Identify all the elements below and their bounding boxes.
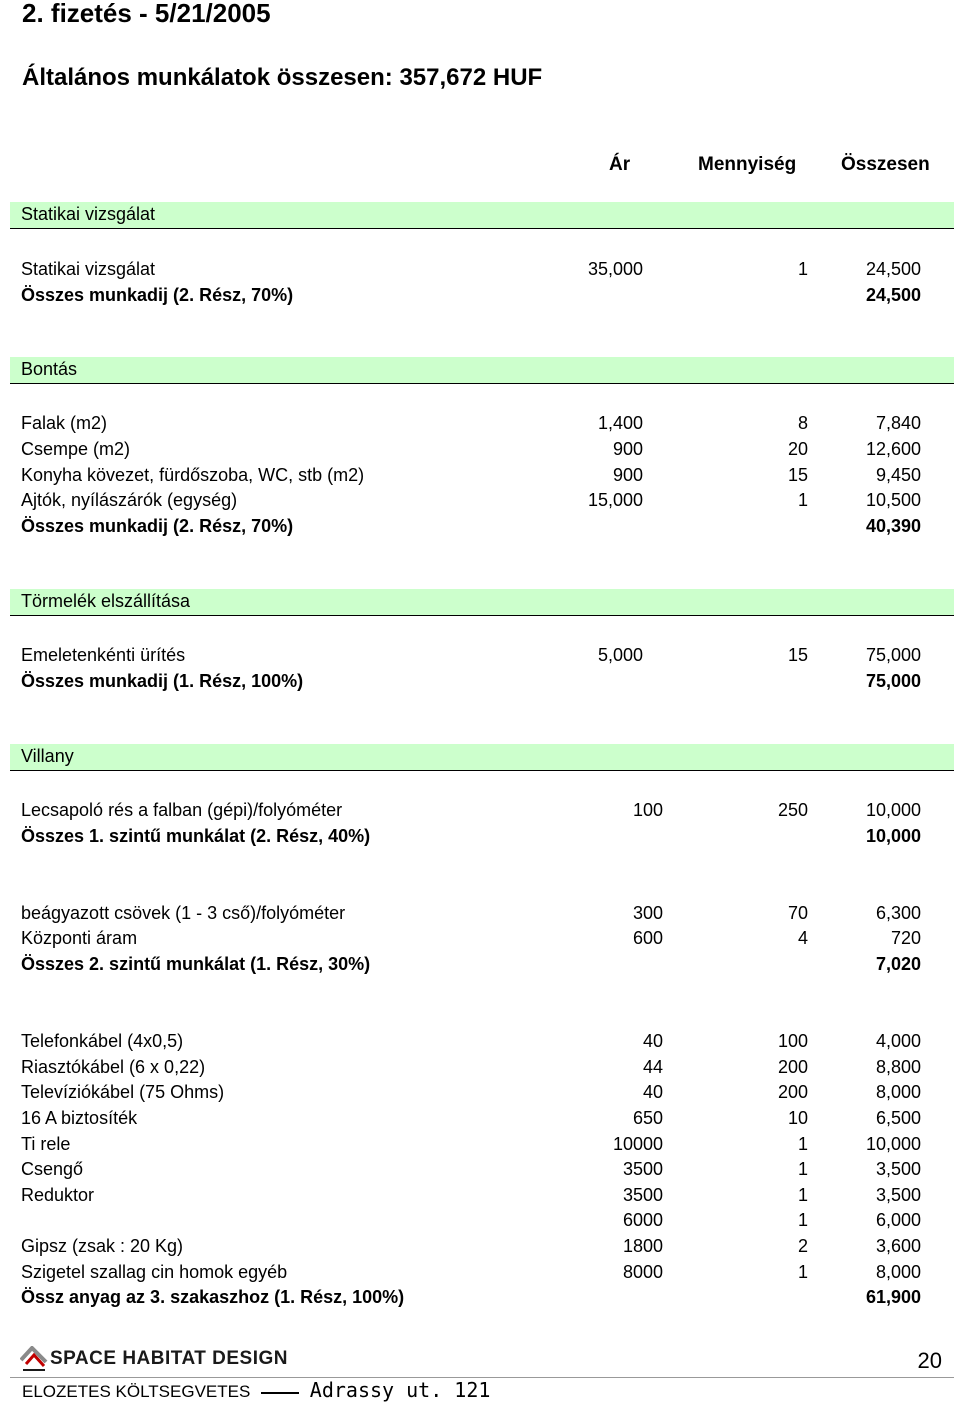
table-row: [0, 259, 960, 283]
table-row: [0, 1159, 960, 1183]
item-label: Ti rele: [21, 1134, 71, 1154]
item-label: Reduktor: [21, 1185, 95, 1205]
item-price: 3500: [622, 1159, 663, 1179]
footer-dash: [261, 1392, 299, 1394]
item-total: 10,000: [865, 800, 921, 820]
item-label: beágyazott csövek (1 - 3 cső)/folyóméter: [21, 903, 346, 923]
item-label: Ajtók, nyílászárók (egység): [21, 490, 238, 510]
table-row: [0, 928, 960, 952]
item-label: Konyha kövezet, fürdőszoba, WC, stb (m2): [21, 465, 365, 485]
section-title: Bontás: [21, 359, 78, 379]
item-label: Csempe (m2): [21, 439, 131, 459]
item-total: 10,000: [865, 1134, 921, 1154]
item-quantity: 200: [777, 1057, 808, 1077]
item-price: 40: [642, 1031, 663, 1051]
table-row: [0, 490, 960, 514]
item-quantity: 10: [787, 1108, 808, 1128]
page-title: 2. fizetés - 5/21/2005: [22, 0, 271, 28]
item-total: 12,600: [865, 439, 921, 459]
item-label: Lecsapoló rés a falban (gépi)/folyóméter: [21, 800, 343, 820]
item-quantity: 15: [787, 645, 808, 665]
item-price: 40: [642, 1082, 663, 1102]
item-label: Televíziókábel (75 Ohms): [21, 1082, 225, 1102]
table-row: [0, 1236, 960, 1260]
table-row: [0, 413, 960, 437]
column-header-total: Összesen: [841, 154, 930, 175]
footer-subtitle: ELOZETES KÖLTSEGVETES: [22, 1382, 251, 1401]
footer-address: Adrassy ut. 121: [309, 1378, 491, 1402]
table-row: [0, 1262, 960, 1286]
item-total: 75,000: [865, 645, 921, 665]
item-total: 4,000: [875, 1031, 921, 1051]
table-row: [0, 903, 960, 927]
summary-total: 61,900: [865, 1287, 921, 1307]
item-price: 600: [632, 928, 663, 948]
summary-total: 7,020: [875, 954, 921, 974]
item-total: 720: [890, 928, 921, 948]
item-quantity: 20: [787, 439, 808, 459]
item-price: 300: [632, 903, 663, 923]
item-price: 100: [632, 800, 663, 820]
item-quantity: 100: [777, 1031, 808, 1051]
item-price: 3500: [622, 1185, 663, 1205]
item-price: 8000: [622, 1262, 663, 1282]
summary-total: 24,500: [865, 285, 921, 305]
section-header-bontas: [10, 357, 954, 384]
footer-logo: [20, 1344, 420, 1374]
item-total: 3,500: [875, 1159, 921, 1179]
item-quantity: 1: [797, 259, 808, 279]
summary-total: 10,000: [865, 826, 921, 846]
item-quantity: 1: [797, 1134, 808, 1154]
item-total: 6,500: [875, 1108, 921, 1128]
item-quantity: 1: [797, 1185, 808, 1205]
summary-row: [0, 285, 960, 309]
section-title: Törmelék elszállítása: [21, 591, 191, 611]
item-quantity: 1: [797, 1159, 808, 1179]
column-header-quantity: Mennyiség: [698, 154, 797, 175]
summary-label: Össz anyag az 3. szakaszhoz (1. Rész, 100%): [21, 1287, 405, 1307]
item-total: 3,600: [875, 1236, 921, 1256]
item-quantity: 15: [787, 465, 808, 485]
item-quantity: 1: [797, 1262, 808, 1282]
section-title: Villany: [21, 746, 74, 766]
item-total: 10,500: [865, 490, 921, 510]
item-total: 6,300: [875, 903, 921, 923]
grand-total-heading: Általános munkálatok összesen: 357,672 HUF: [22, 64, 543, 91]
table-row: [0, 645, 960, 669]
item-quantity: 250: [777, 800, 808, 820]
summary-label: Összes munkadij (2. Rész, 70%): [21, 285, 294, 305]
item-total: 9,450: [875, 465, 921, 485]
item-quantity: 8: [797, 413, 808, 433]
summary-total: 75,000: [865, 671, 921, 691]
section-header-villany: [10, 744, 954, 771]
item-total: 8,000: [875, 1082, 921, 1102]
house-roof-logo-icon: [20, 1346, 48, 1372]
table-row: [0, 439, 960, 463]
item-total: 7,840: [875, 413, 921, 433]
item-price: 650: [632, 1108, 663, 1128]
section-header-tormelek: [10, 589, 954, 616]
summary-row: [0, 516, 960, 540]
table-row: [0, 1134, 960, 1158]
item-price: 900: [612, 439, 643, 459]
table-row: [0, 800, 960, 824]
summary-row: [0, 1287, 960, 1311]
table-row: [0, 1057, 960, 1081]
item-price: 1800: [622, 1236, 663, 1256]
item-price: 900: [612, 465, 643, 485]
item-price: 5,000: [597, 645, 643, 665]
item-total: 8,800: [875, 1057, 921, 1077]
column-header-price: Ár: [609, 154, 631, 175]
table-row: [0, 1082, 960, 1106]
table-row: [0, 1185, 960, 1209]
item-quantity: 1: [797, 1210, 808, 1230]
item-label: Szigetel szallag cin homok egyéb: [21, 1262, 288, 1282]
summary-label: Összes munkadij (1. Rész, 100%): [21, 671, 304, 691]
item-price: 10000: [612, 1134, 663, 1154]
item-label: Statikai vizsgálat: [21, 259, 156, 279]
item-total: 24,500: [865, 259, 921, 279]
item-label: Gipsz (zsak : 20 Kg): [21, 1236, 184, 1256]
item-label: Telefonkábel (4x0,5): [21, 1031, 184, 1051]
item-label: 16 A biztosíték: [21, 1108, 138, 1128]
table-row: [0, 465, 960, 489]
summary-row: [0, 826, 960, 850]
item-label: Központi áram: [21, 928, 138, 948]
item-price: 15,000: [587, 490, 643, 510]
summary-label: Összes 1. szintű munkálat (2. Rész, 40%): [21, 826, 371, 846]
item-price: 6000: [622, 1210, 663, 1230]
item-label: Csengő: [21, 1159, 84, 1179]
item-total: 8,000: [875, 1262, 921, 1282]
summary-row: [0, 671, 960, 695]
summary-total: 40,390: [865, 516, 921, 536]
item-price: 35,000: [587, 259, 643, 279]
section-header-statikai: [10, 202, 954, 229]
item-price: 44: [642, 1057, 663, 1077]
item-quantity: 70: [787, 903, 808, 923]
item-label: Falak (m2): [21, 413, 108, 433]
footer-caption: [22, 1378, 490, 1402]
item-price: 1,400: [597, 413, 643, 433]
summary-label: Összes 2. szintű munkálat (1. Rész, 30%): [21, 954, 371, 974]
page-number: 20: [917, 1348, 942, 1373]
footer-brand: SPACE HABITAT DESIGN: [50, 1348, 289, 1369]
item-quantity: 4: [797, 928, 808, 948]
item-quantity: 2: [797, 1236, 808, 1256]
item-quantity: 1: [797, 490, 808, 510]
summary-row: [0, 954, 960, 978]
section-title: Statikai vizsgálat: [21, 204, 156, 224]
table-row: [0, 1210, 960, 1234]
item-quantity: 200: [777, 1082, 808, 1102]
table-row: [0, 1108, 960, 1132]
item-total: 6,000: [875, 1210, 921, 1230]
item-total: 3,500: [875, 1185, 921, 1205]
summary-label: Összes munkadij (2. Rész, 70%): [21, 516, 294, 536]
table-row: [0, 1031, 960, 1055]
item-label: Emeletenkénti ürítés: [21, 645, 186, 665]
item-label: Riasztókábel (6 x 0,22): [21, 1057, 206, 1077]
